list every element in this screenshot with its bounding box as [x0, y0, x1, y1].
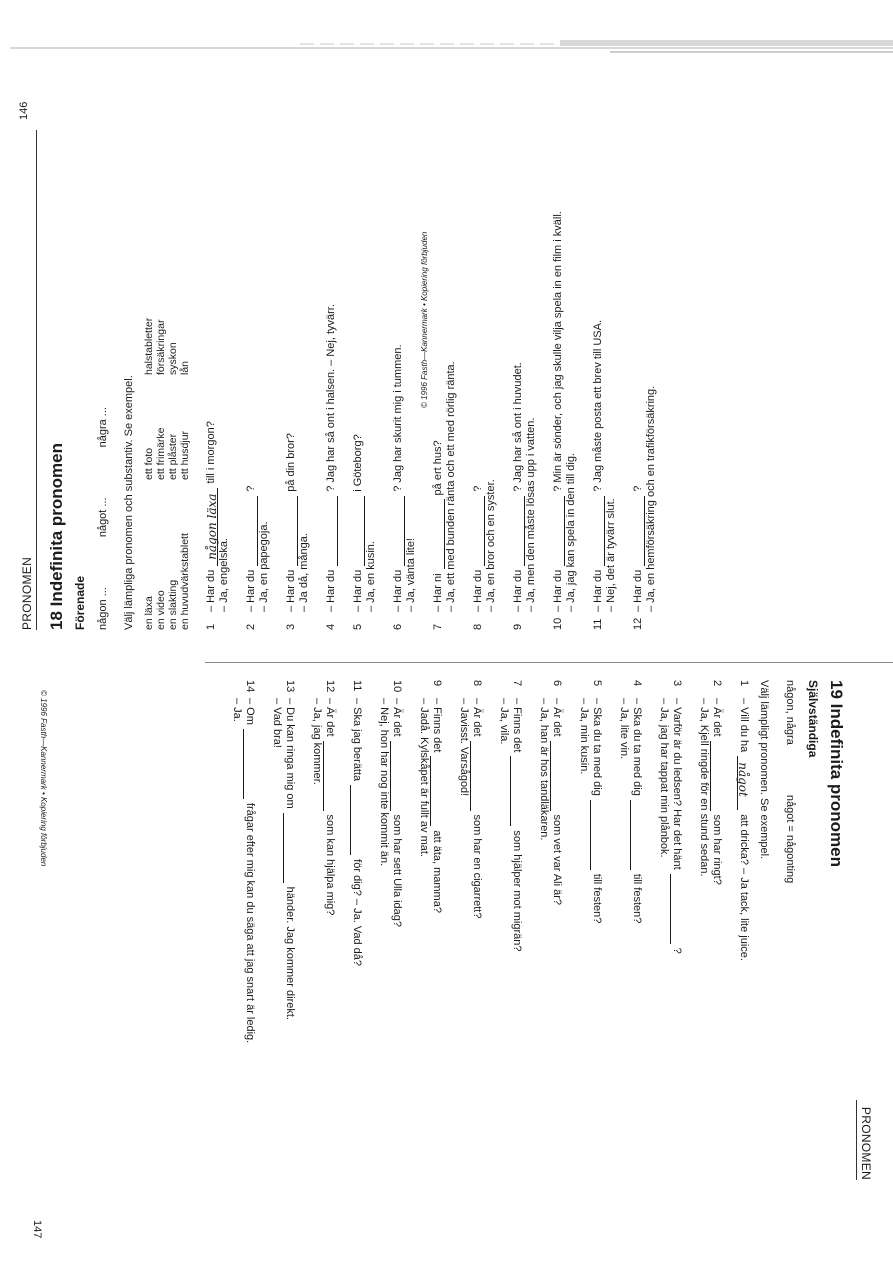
- exercise-answer: – Ja, han är hos tandläkaren.: [538, 698, 550, 841]
- left-page: [20, 95, 860, 640]
- noun: ett foto: [143, 447, 155, 480]
- question-end: till i morgon?: [205, 421, 217, 484]
- exercise-item: [352, 130, 378, 630]
- exercise-item: [325, 130, 338, 630]
- exercise-answer: – Ja, Kjell ringde för en stund sedan.: [698, 698, 710, 877]
- right-copyright: © 1996 Fasth—Kannermark • Kopiering förbjuden: [39, 690, 48, 867]
- pronoun: någon ...: [97, 587, 109, 630]
- exercise-item: [285, 130, 311, 630]
- question-start: – Har du: [472, 569, 484, 612]
- answer-blank[interactable]: [553, 496, 565, 566]
- question-end: på ert hus?: [432, 440, 444, 496]
- exercise-question: [285, 130, 298, 612]
- exercise-question: [670, 698, 683, 1180]
- answer-blank[interactable]: [283, 813, 295, 883]
- question-start: – Har ni: [432, 573, 444, 612]
- answer-blank[interactable]: [630, 800, 642, 870]
- answer-blank[interactable]: [550, 741, 562, 811]
- noun: ett plåster: [167, 433, 179, 480]
- exercise-item: [537, 680, 563, 1180]
- question-end: ? Jag har skurit mig i tummen.: [392, 344, 404, 492]
- exercise-answer: – Ja, en papegoja.: [258, 521, 270, 612]
- answer-blank[interactable]: [633, 496, 645, 566]
- exercise-number: 12: [632, 617, 644, 630]
- question-start: – Varför är du ledsen? Har det hänt: [671, 698, 683, 870]
- question-end: som vet var Ali är?: [551, 814, 563, 906]
- noun: en video: [155, 590, 167, 630]
- exercise-number: 2: [711, 680, 723, 687]
- answer-blank[interactable]: [350, 785, 362, 855]
- question-end: för dig? – Ja. Vad då?: [351, 859, 363, 966]
- question-start: – Är det: [324, 698, 336, 737]
- answer-blank[interactable]: [286, 496, 298, 566]
- exercise-answer: – Nej, det är tyvärr slut.: [605, 498, 617, 612]
- exercise-number: 11: [592, 618, 604, 630]
- exercise-item: [392, 130, 418, 630]
- exercise-item: [497, 680, 523, 1180]
- exercise-item: [350, 680, 363, 1180]
- question-end: ? Jag måste posta ett brev till USA.: [592, 319, 604, 492]
- exercise-question: [245, 130, 258, 612]
- exercise-item: [310, 680, 336, 1180]
- answer-blank[interactable]: [670, 874, 682, 944]
- exercise-item: [657, 680, 683, 1180]
- exercise-number: 1: [205, 623, 217, 630]
- exercise-question: [352, 130, 365, 612]
- question-start: – Har du: [392, 569, 404, 612]
- question-start: – Är det: [471, 698, 483, 737]
- exercise-number: 8: [471, 680, 483, 687]
- exercise-question: [323, 698, 336, 1180]
- exercise-number: 2: [245, 623, 257, 630]
- exercise-question: [350, 698, 363, 1180]
- exercise-item: [245, 130, 271, 630]
- noun: en läxa: [143, 596, 155, 630]
- pronoun: någon, några: [784, 680, 796, 745]
- question-start: – Har du: [632, 569, 644, 612]
- exercise-number: 1: [738, 680, 750, 687]
- exercise-number: 13: [284, 680, 296, 693]
- exercise-item: [377, 680, 403, 1180]
- exercise-answer: – Ja, ett med bunden ränta och ett med rörlig ränta.: [445, 361, 457, 612]
- answer-blank[interactable]: [590, 800, 602, 870]
- right-page-subtitle: Självständiga: [806, 680, 820, 758]
- question-end: ? Min är sönder, och jag skulle vilja spela in en film i kväll.: [552, 211, 564, 492]
- question-end: som har en cigarrett?: [471, 814, 483, 919]
- exercise-question: [552, 130, 565, 612]
- exercise-item: [512, 130, 538, 630]
- answer-blank[interactable]: något: [737, 756, 749, 810]
- exercise-question: [512, 130, 525, 612]
- noun: försäkringar: [155, 319, 167, 375]
- answer-blank[interactable]: [390, 741, 402, 811]
- exercise-answer: – Vad bra!: [271, 698, 283, 748]
- answer-blank[interactable]: [326, 496, 338, 566]
- question-start: – Är det: [391, 698, 403, 737]
- left-running-head: PRONOMEN: [20, 130, 37, 630]
- exercise-question: [710, 698, 723, 1180]
- exercise-answer: – Ja, engelska.: [218, 538, 230, 612]
- question-start: – Har du: [285, 569, 297, 612]
- exercise-number: 5: [591, 680, 603, 687]
- question-start: – Du kan ringa mig om: [284, 698, 296, 809]
- answer-blank[interactable]: [710, 741, 722, 811]
- exercise-number: 9: [512, 623, 524, 630]
- exercise-number: 10: [552, 617, 564, 630]
- exercise-item: [457, 680, 483, 1180]
- exercise-answer: – Ja då, många.: [298, 533, 310, 612]
- answer-blank[interactable]: [430, 756, 442, 826]
- exercise-question: [470, 698, 483, 1180]
- exercise-item: [205, 130, 231, 630]
- question-start: – Har du: [592, 569, 604, 612]
- question-start: – Ska jag berätta: [351, 698, 363, 782]
- question-end: till festen?: [631, 873, 643, 924]
- exercise-number: 4: [631, 680, 643, 687]
- question-end: ?: [632, 485, 644, 492]
- exercise-item: [737, 680, 750, 1180]
- question-end: ?: [671, 947, 683, 954]
- exercise-item: [472, 130, 498, 630]
- question-end: som kan hjälpa mig?: [324, 814, 336, 916]
- exercise-answer: – Ja, lite vin.: [618, 698, 630, 760]
- question-start: – Finns det: [511, 698, 523, 753]
- pronoun: något ...: [97, 497, 109, 538]
- exercise-item: [577, 680, 603, 1180]
- exercise-question: [737, 698, 750, 1180]
- exercise-question: [432, 130, 445, 612]
- right-page-content: [216, 680, 873, 1180]
- pronoun: något = någonting: [784, 794, 796, 884]
- question-end: att äta, mamma?: [431, 830, 443, 913]
- exercise-answer: – Ja, vänta lite!: [405, 538, 417, 612]
- left-pronoun-list: [97, 130, 109, 630]
- question-end: som har ringt?: [711, 814, 723, 885]
- right-page-number: 147: [31, 1220, 43, 1239]
- left-page-title: 18 Indefinita pronomen: [47, 442, 66, 630]
- exercise-number: 3: [671, 680, 683, 687]
- exercise-item: [432, 130, 458, 630]
- exercise-answer: – Jadå. Kylskåpet är fullt av mat.: [418, 698, 430, 857]
- exercise-question: [430, 698, 443, 1180]
- question-end: till festen?: [591, 873, 603, 924]
- exercise-question: [283, 698, 296, 1180]
- exercise-answer: – Ja, en kusin.: [365, 541, 377, 612]
- noun: halstabletter: [143, 317, 155, 375]
- noun: en slakting: [167, 579, 179, 630]
- question-end: händer. Jag kommer direkt.: [284, 886, 296, 1020]
- exercise-answer: – Ja.: [231, 698, 243, 722]
- exercise-question: [632, 130, 645, 612]
- question-start: – Ska du ta med dig: [591, 698, 603, 796]
- exercise-question: [325, 130, 338, 612]
- question-start: – Har du: [352, 569, 364, 612]
- exercise-answer: – Ja, en hemförsäkring och en trafikförsäkring.: [645, 385, 657, 612]
- exercise-number: 4: [325, 623, 337, 630]
- exercise-answer: – Ja, vila.: [498, 698, 510, 745]
- question-start: – Om: [244, 698, 256, 725]
- noun: lån: [179, 360, 191, 375]
- exercise-number: 9: [431, 680, 443, 687]
- noun: ett husdjur: [179, 430, 191, 480]
- exercise-answer: – Ja, jag kommer.: [311, 698, 323, 785]
- exercise-number: 5: [352, 623, 364, 630]
- right-exercise-list: [230, 680, 750, 1180]
- question-start: – Har du: [205, 569, 217, 612]
- exercise-answer: – Ja, jag kan spela in den till dig.: [565, 453, 577, 612]
- exercise-number: 8: [472, 623, 484, 630]
- exercise-answer: – Nej, hon har nog inte kommit än.: [378, 698, 390, 867]
- exercise-number: 6: [551, 680, 563, 687]
- question-start: – Är det: [711, 698, 723, 737]
- question-start: – Har du: [552, 569, 564, 612]
- answer-blank[interactable]: [473, 496, 485, 566]
- exercise-item: [230, 680, 256, 1180]
- exercise-question: [550, 698, 563, 1180]
- exercise-item: [632, 130, 658, 630]
- answer-blank[interactable]: [243, 729, 255, 799]
- answer-blank[interactable]: [353, 496, 365, 566]
- exercise-question: [630, 698, 643, 1180]
- answer-blank[interactable]: [470, 741, 482, 811]
- left-exercise-list: [205, 130, 658, 630]
- right-instruction: Välj lämpligt pronomen. Se exempel.: [758, 680, 770, 860]
- exercise-number: 7: [432, 623, 444, 630]
- exercise-item: [552, 130, 578, 630]
- exercise-answer: – Ja, men den måste lösas upp i vatten.: [525, 417, 537, 612]
- question-start: – Vill du ha: [738, 698, 750, 753]
- exercise-item: [697, 680, 723, 1180]
- question-end: i Göteborg?: [352, 434, 364, 492]
- noun-grid: [143, 130, 191, 630]
- exercise-number: 6: [392, 623, 404, 630]
- answer-blank[interactable]: [323, 741, 335, 811]
- answer-blank[interactable]: [510, 756, 522, 826]
- exercise-item: [270, 680, 296, 1180]
- right-pronoun-list: [784, 680, 796, 1180]
- question-end: ? Jag har så ont i huvudet.: [512, 362, 524, 492]
- right-page: [13, 680, 873, 1240]
- question-start: – Har du: [512, 569, 524, 612]
- answer-blank[interactable]: [246, 496, 258, 566]
- scan-edge-strip: [0, 0, 893, 62]
- question-end: på din bror?: [285, 433, 297, 492]
- left-copyright: © 1996 Fasth—Kannermark • Kopiering förbjuden: [420, 231, 429, 408]
- noun: en huvudvärkstablett: [179, 533, 191, 630]
- pronoun: några ...: [97, 407, 109, 448]
- answer-blank[interactable]: någon läxa: [206, 488, 218, 566]
- exercise-number: 12: [324, 680, 336, 693]
- exercise-number: 14: [244, 680, 256, 693]
- question-end: att dricka? – Ja tack, lite juice.: [738, 814, 750, 961]
- exercise-question: [510, 698, 523, 1180]
- exercise-answer: – Ja, jag har tappat min plånbok.: [658, 698, 670, 858]
- left-instruction: Välj lämpliga pronomen och substantiv. Se exempel.: [123, 375, 135, 630]
- left-page-number: 146: [18, 101, 30, 120]
- left-page-content: [20, 130, 672, 630]
- exercise-question: [472, 130, 485, 612]
- question-end: som har sett Ulla idag?: [391, 814, 403, 928]
- exercise-item: [617, 680, 643, 1180]
- right-page-title: 19 Indefinita pronomen: [827, 680, 846, 868]
- exercise-answer: – Javisst. Varsågod!: [458, 698, 470, 797]
- noun: syskon: [167, 342, 179, 375]
- question-end: frågar efter mig kan du säga att jag snart är ledig.: [244, 802, 256, 1044]
- exercise-number: 7: [511, 680, 523, 687]
- exercise-question: [205, 130, 218, 612]
- exercise-question: [590, 698, 603, 1180]
- exercise-item: [592, 130, 618, 630]
- exercise-question: [243, 698, 256, 1180]
- exercise-number: 11: [351, 680, 363, 692]
- right-running-head: PRONOMEN: [856, 1100, 873, 1180]
- question-start: – Finns det: [431, 698, 443, 753]
- question-end: ?: [472, 485, 484, 492]
- left-page-subtitle: Förenade: [73, 575, 87, 630]
- question-end: ? Jag har så ont i halsen. – Nej, tyvärr.: [325, 304, 337, 492]
- exercise-number: 10: [391, 680, 403, 693]
- answer-blank[interactable]: [593, 496, 605, 566]
- question-start: – Är det: [551, 698, 563, 737]
- question-start: – Ska du ta med dig: [631, 698, 643, 796]
- answer-blank[interactable]: [433, 499, 445, 569]
- question-start: – Har du: [325, 569, 337, 612]
- question-end: som hjälper mot migrän?: [511, 830, 523, 952]
- question-end: ?: [245, 485, 257, 492]
- exercise-question: [592, 130, 605, 612]
- exercise-question: [390, 698, 403, 1180]
- exercise-number: 3: [285, 623, 297, 630]
- answer-blank[interactable]: [513, 496, 525, 566]
- exercise-answer: – Ja, min kusin.: [578, 698, 590, 775]
- exercise-item: [417, 680, 443, 1180]
- exercise-question: [392, 130, 405, 612]
- question-start: – Har du: [245, 569, 257, 612]
- page-fold: [205, 662, 893, 667]
- noun: ett frimärke: [155, 427, 167, 480]
- exercise-answer: – Ja, en bror och en syster.: [485, 479, 497, 612]
- answer-blank[interactable]: [393, 496, 405, 566]
